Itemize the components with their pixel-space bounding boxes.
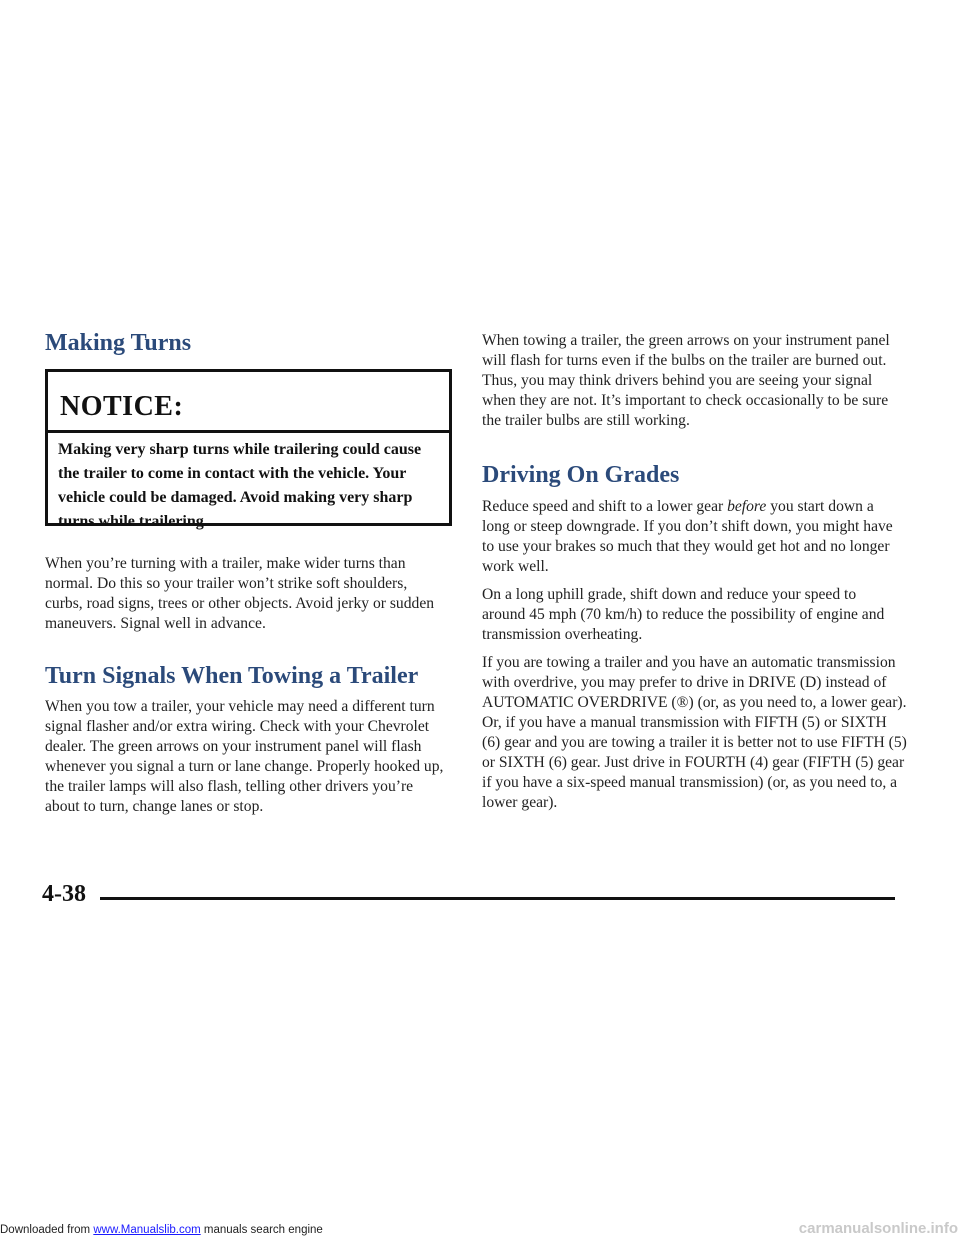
footer-rule	[100, 897, 895, 900]
notice-divider	[48, 430, 449, 433]
paragraph-uphill: On a long uphill grade, shift down and reduce your speed to around 45 mph (70 km/h) to reduce the possibility of engine and transmission overheating.	[482, 586, 885, 643]
notice-label: NOTICE:	[60, 391, 184, 422]
manualslib-link[interactable]: www.Manualslib.com	[93, 1224, 201, 1236]
paragraph-towing-overdrive: If you are towing a trailer and you have an automatic transmission with overdrive, you may prefer to drive in DRIVE (D) instead of AUTOMATIC OVERDRIVE (®) (or, as you need to, a lower gear). Or, if you have a manual transmission with FIFTH (5) or SIXTH (6) gear and you are towing a trailer it is better not to use FIFTH (5) or SIXTH (6) gear. Just drive in FOURTH (4) gear (FIFTH (5) gear if you have a six-speed manual transmission) (or, as you need to, a lower gear).	[482, 654, 907, 811]
paragraph-downgrade: Reduce speed and shift to a lower gear before you start down a long or steep downgrade. If you don’t shift down, you might have to use your brakes so much that they would get hot and no longer work well.	[482, 498, 893, 575]
paragraph-green-arrows: When towing a trailer, the green arrows on your instrument panel will flash for turns even if the bulbs on the trailer are burned out. Thus, you may think drivers behind you are seeing your signal when they are not. It’s important to check occasionally to be sure the trailer bulbs are still working.	[482, 332, 890, 429]
watermark: carmanualsonline.info	[798, 1220, 958, 1237]
paragraph-making-turns: When you’re turning with a trailer, make wider turns than normal. Do this so your trailer won’t strike soft shoulders, curbs, road signs, trees or other objects. Avoid jerky or sudden maneuvers. Signal well in advance.	[45, 555, 435, 632]
page-number: 4-38	[42, 881, 86, 907]
notice-text: Making very sharp turns while trailering could cause the trailer to come in contact with the vehicle. Your vehicle could be damaged. Avoid making very sharp turns while trailering.	[58, 441, 422, 530]
heading-making-turns: Making Turns	[45, 330, 192, 356]
heading-driving-on-grades: Driving On Grades	[482, 462, 680, 488]
notice-box	[45, 369, 452, 530]
heading-turn-signals: Turn Signals When Towing a Trailer	[45, 663, 419, 689]
emphasis-before: before	[727, 498, 767, 515]
source-line: Downloaded from www.Manualslib.com manuals search engine	[0, 1224, 323, 1236]
paragraph-turn-signals: When you tow a trailer, your vehicle may need a different turn signal flasher and/or extra wiring. Check with your Chevrolet dealer. The green arrows on your instrument panel will flash whenever you signal a turn or lane change. Properly hooked up, the trailer lamps will also flash, telling other drivers you’re about to turn, change lanes or stop.	[45, 698, 444, 815]
